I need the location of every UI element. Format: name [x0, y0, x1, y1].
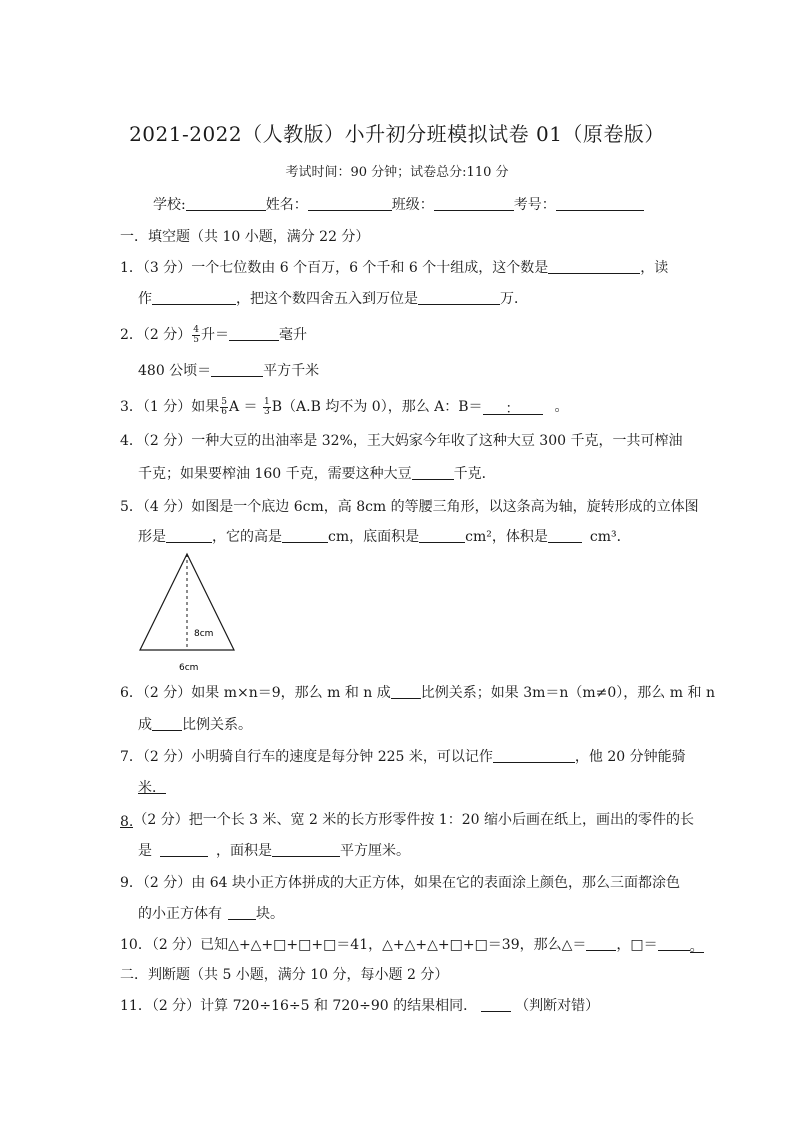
answer-blank[interactable] [272, 841, 340, 857]
name-blank[interactable] [308, 195, 392, 211]
question-10: 10．（2 分）已知△+△+□+□+□＝41，△+△+△+□+□＝39，那么△＝ ，□＝ 。 [120, 937, 704, 955]
answer-blank[interactable] [548, 258, 640, 274]
question-2-cont: 480 公顷＝ 平方千米 [138, 363, 320, 379]
question-5: 5．（4 分）如图是一个底边 6cm，高 8cm 的等腰三角形，以这条高为轴，旋转形成的立体图 [120, 499, 699, 515]
question-1-cont: 作 ，把这个数四舍五入到万位是 万． [138, 291, 528, 307]
question-1: 1．（3 分）一个七位数由 6 个百万，6 个千和 6 个十组成，这个数是 ，读 [120, 260, 669, 276]
question-8: 8.（2 分）把一个长 3 米、宽 2 米的长方形零件按 1：20 缩小后画在纸上，画出的零件的长 [120, 812, 694, 830]
answer-blank[interactable] [493, 747, 575, 763]
question-5-cont: 形是 ，它的高是 cm，底面积是 cm²，体积是 cm³． [138, 529, 631, 545]
fraction: $\frac{1}{3}$ [264, 396, 270, 417]
question-9-cont: 的小正方体有 块。 [138, 906, 284, 922]
height-label: 8cm [194, 629, 214, 639]
answer-blank[interactable] [658, 935, 690, 951]
answer-blank[interactable] [229, 325, 279, 341]
question-6: 6．（2 分）如果 m×n＝9，那么 m 和 n 成 比例关系；如果 3m＝n（m≠0），那么 m 和 n [120, 685, 715, 701]
exam-info: 考试时间：90 分钟；试卷总分:110 分 [285, 165, 509, 180]
answer-blank[interactable] [282, 527, 328, 543]
question-8-cont: 是 ，面积是 平方厘米。 [138, 843, 410, 859]
question-3: 3．（1 分）如果 $\frac{5}{6}$ A ＝ $\frac{1}{3}$ B（A.B 均不为 0），那么 A：B＝ ： 。 [120, 396, 569, 417]
question-7: 7．（2 分）小明骑自行车的速度是每分钟 225 米，可以记作 ，他 20 分钟能骑 [120, 749, 686, 765]
answer-blank[interactable] [166, 527, 212, 543]
exam-number-blank[interactable] [556, 195, 644, 211]
ratio-blank[interactable]: ： [483, 399, 543, 415]
school-label: 学校: [153, 197, 186, 213]
question-6-cont: 成 比例关系。 [138, 717, 252, 733]
question-2: 2．（2 分） $\frac{4}{5}$ 升＝ 毫升 [120, 324, 307, 345]
class-blank[interactable] [434, 195, 514, 211]
question-11: 11．（2 分）计算 720÷16÷5 和 720÷90 的结果相同． （判断对错） [120, 998, 600, 1014]
fraction: $\frac{5}{6}$ [221, 396, 227, 417]
class-label: 班级： [391, 197, 434, 213]
answer-blank[interactable] [152, 715, 182, 731]
section-heading: 一．填空题（共 10 小题，满分 22 分） [120, 229, 370, 245]
answer-blank[interactable] [228, 904, 256, 920]
answer-blank[interactable] [418, 289, 500, 305]
base-label: 6cm [179, 663, 199, 673]
answer-blank[interactable] [586, 935, 616, 951]
answer-blank[interactable]: 米． [138, 780, 166, 796]
triangle-figure [134, 548, 244, 678]
answer-blank[interactable] [412, 464, 454, 480]
answer-blank[interactable] [160, 841, 208, 857]
question-4: 4．（2 分）一种大豆的出油率是 32%，王大妈家今年收了这种大豆 300 千克，一共可榨油 [120, 433, 683, 449]
fraction: $\frac{4}{5}$ [193, 324, 199, 345]
school-blank[interactable] [186, 195, 266, 211]
name-label: 姓名： [265, 197, 308, 213]
answer-blank[interactable] [211, 361, 263, 377]
question-4-cont: 千克；如果要榨油 160 千克，需要这种大豆 千克． [138, 466, 496, 482]
answer-blank[interactable] [391, 683, 421, 699]
page-title: 2021-2022（人教版）小升初分班模拟试卷 01（原卷版） [129, 122, 665, 146]
answer-blank[interactable] [419, 527, 465, 543]
answer-blank[interactable] [152, 289, 236, 305]
student-info-row [153, 195, 644, 215]
section-heading: 二．判断题（共 5 小题，满分 10 分，每小题 2 分） [120, 967, 449, 983]
answer-blank[interactable] [481, 996, 511, 1012]
question-9: 9．（2 分）由 64 块小正方体拼成的大正方体，如果在它的表面涂上颜色，那么三面都涂色 [120, 875, 680, 891]
question-7-cont [138, 776, 166, 796]
exam-number-label: 考号： [513, 197, 556, 213]
answer-blank[interactable] [548, 527, 582, 543]
